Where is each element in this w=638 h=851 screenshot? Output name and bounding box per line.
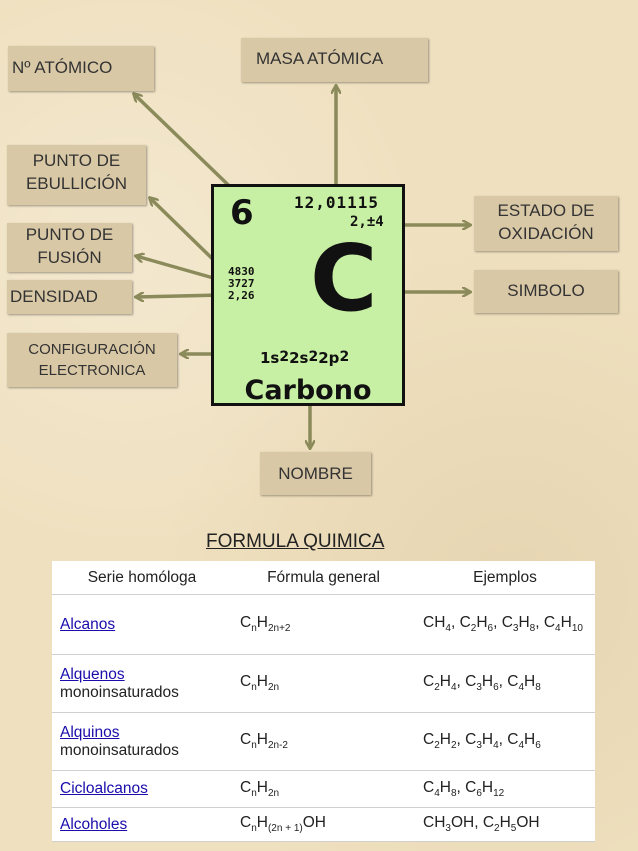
general-formula: $C_nH_{(2n + 1)}OH$ <box>232 808 415 842</box>
series-qualifier: monoinsaturados <box>60 683 179 701</box>
homologous-series-table <box>52 561 595 842</box>
label-symbol: SIMBOLO <box>474 270 618 313</box>
label-atomic-mass: MASA ATÓMICA <box>241 38 428 82</box>
boiling-point: 4830 <box>228 265 255 278</box>
label-atomic-number: Nº ATÓMICO <box>8 46 154 91</box>
atomic-mass: 12,01115 <box>294 193 380 212</box>
formula-title: FORMULA QUIMICA <box>206 531 385 552</box>
series-link[interactable]: Alquenos <box>60 665 125 683</box>
series-link[interactable]: Cicloalcanos <box>60 780 148 797</box>
series-cell <box>52 595 232 655</box>
examples-cell: $C_2H_2$, $C_3H_4$, $C_4H_6$ <box>415 713 595 771</box>
density-value: 2,26 <box>228 289 255 302</box>
examples-cell: $CH_4$, $C_2H_6$, $C_3H_8$, $C_4H_{10}$ <box>415 595 595 655</box>
table-row <box>52 771 595 808</box>
series-link[interactable]: Alcanos <box>60 615 116 633</box>
series-cell <box>52 713 232 771</box>
series-qualifier: monoinsaturados <box>60 741 179 759</box>
general-formula: $C_nH_{2n+2}$ <box>232 595 415 655</box>
element-name: Carbono <box>244 375 372 406</box>
general-formula: $C_nH_{2n-2}$ <box>232 713 415 771</box>
examples-cell: $C_4H_8$, $C_6H_{12}$ <box>415 771 595 808</box>
table-row <box>52 655 595 713</box>
series-cell <box>52 808 232 842</box>
general-formula: $C_nH_{2n}$ <box>232 771 415 808</box>
label-name: NOMBRE <box>260 452 371 495</box>
general-formula: $C_nH_{2n}$ <box>232 655 415 713</box>
table-header-row <box>52 561 595 595</box>
series-cell <box>52 771 232 808</box>
label-melting-point: PUNTO DE FUSIÓN <box>7 223 132 272</box>
column-header: Ejemplos <box>415 561 595 595</box>
arrow-density <box>136 295 222 297</box>
column-header: Fórmula general <box>232 561 415 595</box>
examples-cell: $C_2H_4$, $C_3H_6$, $C_4H_8$ <box>415 655 595 713</box>
electron-configuration: $1s^22s^22p^2$ <box>260 349 350 367</box>
label-electron-configuration: CONFIGURACIÓN ELECTRONICA <box>7 333 177 387</box>
atomic-number: 6 <box>230 193 254 233</box>
oxidation-states: 2,±4 <box>350 214 384 230</box>
column-header: Serie homóloga <box>52 561 232 595</box>
label-oxidation-state: ESTADO DE OXIDACIÓN <box>474 196 618 251</box>
table-row <box>52 808 595 842</box>
series-link[interactable]: Alcoholes <box>60 815 128 833</box>
series-cell <box>52 655 232 713</box>
table-row <box>52 595 595 655</box>
series-link[interactable]: Alquinos <box>60 723 120 741</box>
element-symbol: C <box>310 225 378 332</box>
examples-cell: $CH_3OH$, $C_2H_5OH$ <box>415 808 595 842</box>
label-density: DENSIDAD <box>7 280 132 314</box>
element-tile-carbon <box>211 184 405 406</box>
melting-point: 3727 <box>228 277 255 290</box>
label-boiling-point: PUNTO DE EBULLICIÓN <box>7 145 146 205</box>
table-row <box>52 713 595 771</box>
